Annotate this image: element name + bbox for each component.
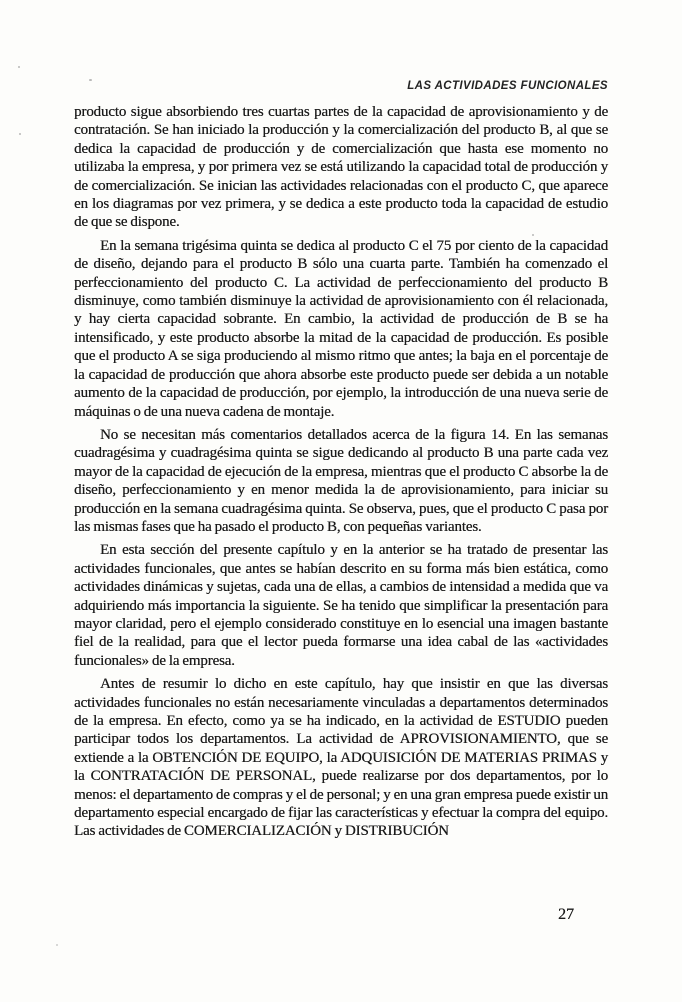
- page-number: 27: [558, 906, 574, 923]
- paragraph: No se necesitan más comentarios detallados acerca de la figura 14. En las semanas cuadragésima y cuadragésima quinta se sigue dedicando al producto B una parte cada vez mayor de la capacidad de ejecución de la empresa, mientras que el producto C absorbe la de diseño, perfeccionamiento y en menor medida la de aprovisionamiento, para iniciar su producción en la semana cuadragésima quinta. Se observa, pues, que el producto C pasa por las mismas fases que ha pasado el producto B, con pequeñas variantes.: [74, 426, 608, 535]
- paragraph: En la semana trigésima quinta se dedica al producto C el 75 por ciento de la capacidad de diseño, dejando para el producto B sólo una cuarta parte. También ha comenzado el perfeccionamiento del producto C. La actividad de perfeccionamiento del producto B disminuye, como también disminuye la actividad de aprovisionamiento con él relacionada, y hay cierta capacidad sobrante. En cambio, la actividad de producción de B se ha intensificado, y este producto absorbe la mitad de la capacidad de producción. Es posible que el producto A se siga produciendo al mismo ritmo que antes; la baja en el porcentaje de la capacidad de producción que ahora absorbe este producto puede ser debida a un notable aumento de la capacidad de producción, por ejemplo, la introducción de una nueva serie de máquinas o de una nueva cadena de montaje.: [74, 237, 608, 420]
- paragraph: producto sigue absorbiendo tres cuartas partes de la capacidad de aprovisionamiento y de contratación. Se han iniciado la producción y la comercialización del producto B, al que se dedica la capacidad de producción y de comercialización que hasta ese momento no utilizaba la empresa, y por primera vez se está utilizando la capacidad total de producción y de comercialización. Se inician las actividades relacionadas con el producto C, que aparece en los diagramas por vez primera, y se dedica a este producto toda la capacidad de estudio de que se dispone.: [74, 104, 608, 231]
- body-text: [74, 103, 608, 846]
- running-header: LAS ACTIVIDADES FUNCIONALES: [407, 80, 608, 92]
- scan-artifact-dot: [56, 944, 58, 946]
- paragraph: Antes de resumir lo dicho en este capítulo, hay que insistir en que las diversas actividades funcionales no están necesariamente vinculadas a departamentos determinados de la empresa. En efecto, como ya se ha indicado, en la actividad de ESTUDIO pueden participar todos los departamentos. La actividad de APROVISIONAMIENTO, que se extiende a la OBTENCIÓN DE EQUIPO, la ADQUISICIÓN DE MATERIAS PRIMAS y la CONTRATACIÓN DE PERSONAL, puede realizarse por dos departamentos, por lo menos: el departamento de compras y el de personal; y en una gran empresa puede existir un departamento especial encargado de fijar las características y efectuar la compra del equipo. Las actividades de COMERCIALIZACIÓN y DISTRIBUCIÓN: [74, 676, 608, 840]
- scan-artifact-dot: [89, 79, 92, 81]
- scan-artifact-dot: [18, 66, 20, 68]
- scan-artifact-dot: [19, 133, 21, 135]
- paragraph: En esta sección del presente capítulo y en la anterior se ha tratado de presentar las actividades funcionales, que antes se habían descrito en su forma más bien estática, como actividades dinámicas y sujetas, cada una de ellas, a cambios de intensidad a medida que va adquiriendo más importancia la siguiente. Se ha tenido que simplificar la presentación para mayor claridad, pero el ejemplo considerado constituye en lo esencial una imagen bastante fiel de la realidad, para que el lector pueda formarse una idea cabal de las «actividades funcionales» de la empresa.: [74, 542, 608, 669]
